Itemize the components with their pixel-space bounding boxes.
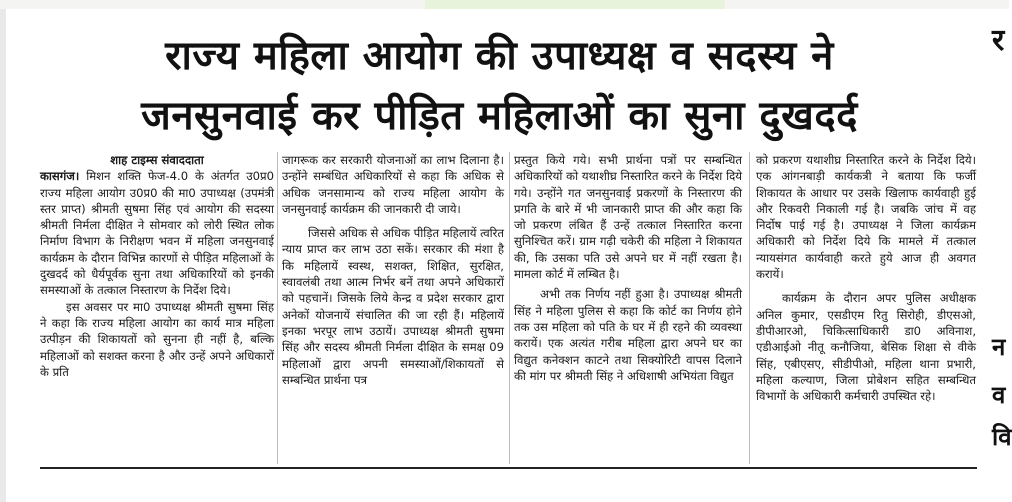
column-4-paragraph-1: को प्रकरण यथाशीघ्र निस्तारित करने के निर्देश दिये। एक आंगनबाड़ी कार्यकत्री ने बताया कि फर्जी शिकायत के आधार पर उसके खिलाफ कार्यवाही हुई और रिकवरी निकाली गई है। जबकि जांच में वह निर्दोष पाई गई है। उपाध्यक्ष ने जिला कार्यक्रम अधिकारी को निर्देश दिये कि मामले में तत्काल न्यायसंगत कार्यवाही करते हुये आज ही अवगत करायें। [756,153,976,282]
cutoff-glyph: न [992,333,1006,361]
column-1-paragraph-1: मिशन शक्ति फेज-4.0 के अंतर्गत उ0प्र0 राज्य महिला आयोग उ0प्र0 की मा0 उपाध्यक्ष (उपमंत्री स्तर प्राप्त) श्रीमती सुषमा सिंह एवं आयोग की सदस्या श्रीमती निर्मला दीक्षित ने सोमवार को लोरी स्थित लोक निर्माण विभाग के निरीक्षण भवन में महिला जनसुनवाई कार्यक्रम के दौरान विभिन्न कारणों से पीड़ित महिलाओं के दुखदर्द को धैर्यपूर्वक सुना तथा अधिकारियों को इनकी समस्याओं के तत्काल निस्तारण के निर्देश दिये। [40,169,275,298]
top-cut-strip [0,0,1009,9]
top-highlight-box [425,0,725,9]
cutoff-glyph: र [992,23,1005,58]
column-divider [749,152,750,464]
article-column-3 [514,152,742,464]
column-1-paragraph-2: इस अवसर पर मा0 उपाध्यक्ष श्रीमती सुषमा सिंह ने कहा कि राज्य महिला आयोग का कार्य मात्र महिला उत्पीड़न की शिकायतों को सुनना ही नहीं है, बल्कि महिलाओं को सशक्त करना है और उन्हें अपने अधिकारों के प्रति [40,299,274,379]
column-3-paragraph-1: प्रस्तुत किये गये। सभी प्रार्थना पत्रों पर सम्बन्धित अधिकारियों को यथाशीघ्र निस्तारित करने के निर्देश दिये गये। उन्होंने गत जनसुनवाई प्रकरणों के निस्तारण की प्रगति के बारे में भी जानकारी प्राप्त की और कहा कि जो प्रकरण लंबित हैं उन्हें तत्काल निस्तारित करना सुनिश्चित करें। ग्राम गढ़ी चकेरी की महिला ने शिकायत की, कि उसका पति उसे अपने घर में नहीं रखता है। मामला कोर्ट में लम्बित है। [514,153,742,282]
adjacent-article-cutoff [988,0,1012,502]
headline-line-2: जनसुनवाई कर पीड़ित महिलाओं का सुना दुखदर्द [141,93,858,139]
dateline: कासगंज। [40,169,80,184]
page-margin [0,0,6,502]
headline-line-1: राज्य महिला आयोग की उपाध्यक्ष व सदस्य ने [165,33,834,79]
article-column-2 [282,152,504,464]
article-column-1 [40,152,274,464]
column-4-paragraph-2: कार्यक्रम के दौरान अपर पुलिस अधीक्षक अनिल कुमार, एसडीएम रितु सिरोही, डीएसओ, डीपीआरओ, चिकित्साधिकारी डा0 अविनाश, एडीआईओ नीतू कनौजिया, बेसिक शिक्षा से वीके सिंह, एबीएसए, सीडीपीओ, महिला थाना प्रभारी, महिला कल्याण, जिला प्रोबेशन सहित सम्बन्धित विभागों के अधिकारी कर्मचारी उपस्थित रहे। [756,291,976,404]
column-2-paragraph-1: जागरूक कर सरकारी योजनाओं का लाभ दिलाना है। उन्होंने सम्बंधित अधिकारियों से कहा कि अधिक से अधिक जनसामान्य को राज्य महिला आयोग के जनसुनवाई कार्यक्रम की जानकारी दी जाये। [282,153,504,216]
cutoff-glyph: व [992,381,1006,409]
article-column-4 [756,152,976,464]
column-3-paragraph-2: अभी तक निर्णय नहीं हुआ है। उपाध्यक्ष श्रीमती सिंह ने महिला पुलिस से कहा कि कोर्ट का निर्णय होने तक उस महिला को पति के घर में ही रहने की व्यवस्था करायें। एक अत्यंत गरीब महिला द्वारा अपने घर का विद्युत कनेक्शन काटने तथा सिक्योरिटी वापस दिलाने की मांग पर श्रीमती सिंह ने अधिशाषी अभियंता विद्युत [514,287,742,383]
column-divider [277,152,278,464]
byline: शाह टाइम्स संवाददाता [110,153,204,167]
cutoff-glyph: वि [992,423,1012,451]
column-2-paragraph-2: जिससे अधिक से अधिक पीड़ित महिलायें त्वरित न्याय प्राप्त कर लाभ उठा सकें। सरकार की मंशा है कि महिलायें स्वस्थ, सशक्त, शिक्षित, सुरक्षित, स्वावलंबी तथा आत्म निर्भर बनें तथा अपने अधिकारों को पहचानें। जिसके लिये केन्द्र व प्रदेश सरकार द्वारा अनेकों योजनायें संचालित की जा रही हैं। महिलायें इनका भरपूर लाभ उठायें। उपाध्यक्ष श्रीमती सुषमा सिंह और सदस्य श्रीमती निर्मला दीक्षित के समक्ष 09 महिलाओं द्वारा अपनी समस्याओं/शिकायतों से सम्बन्धित प्रार्थना पत्र [282,226,504,387]
column-divider [509,152,510,464]
bottom-rule [40,467,977,469]
